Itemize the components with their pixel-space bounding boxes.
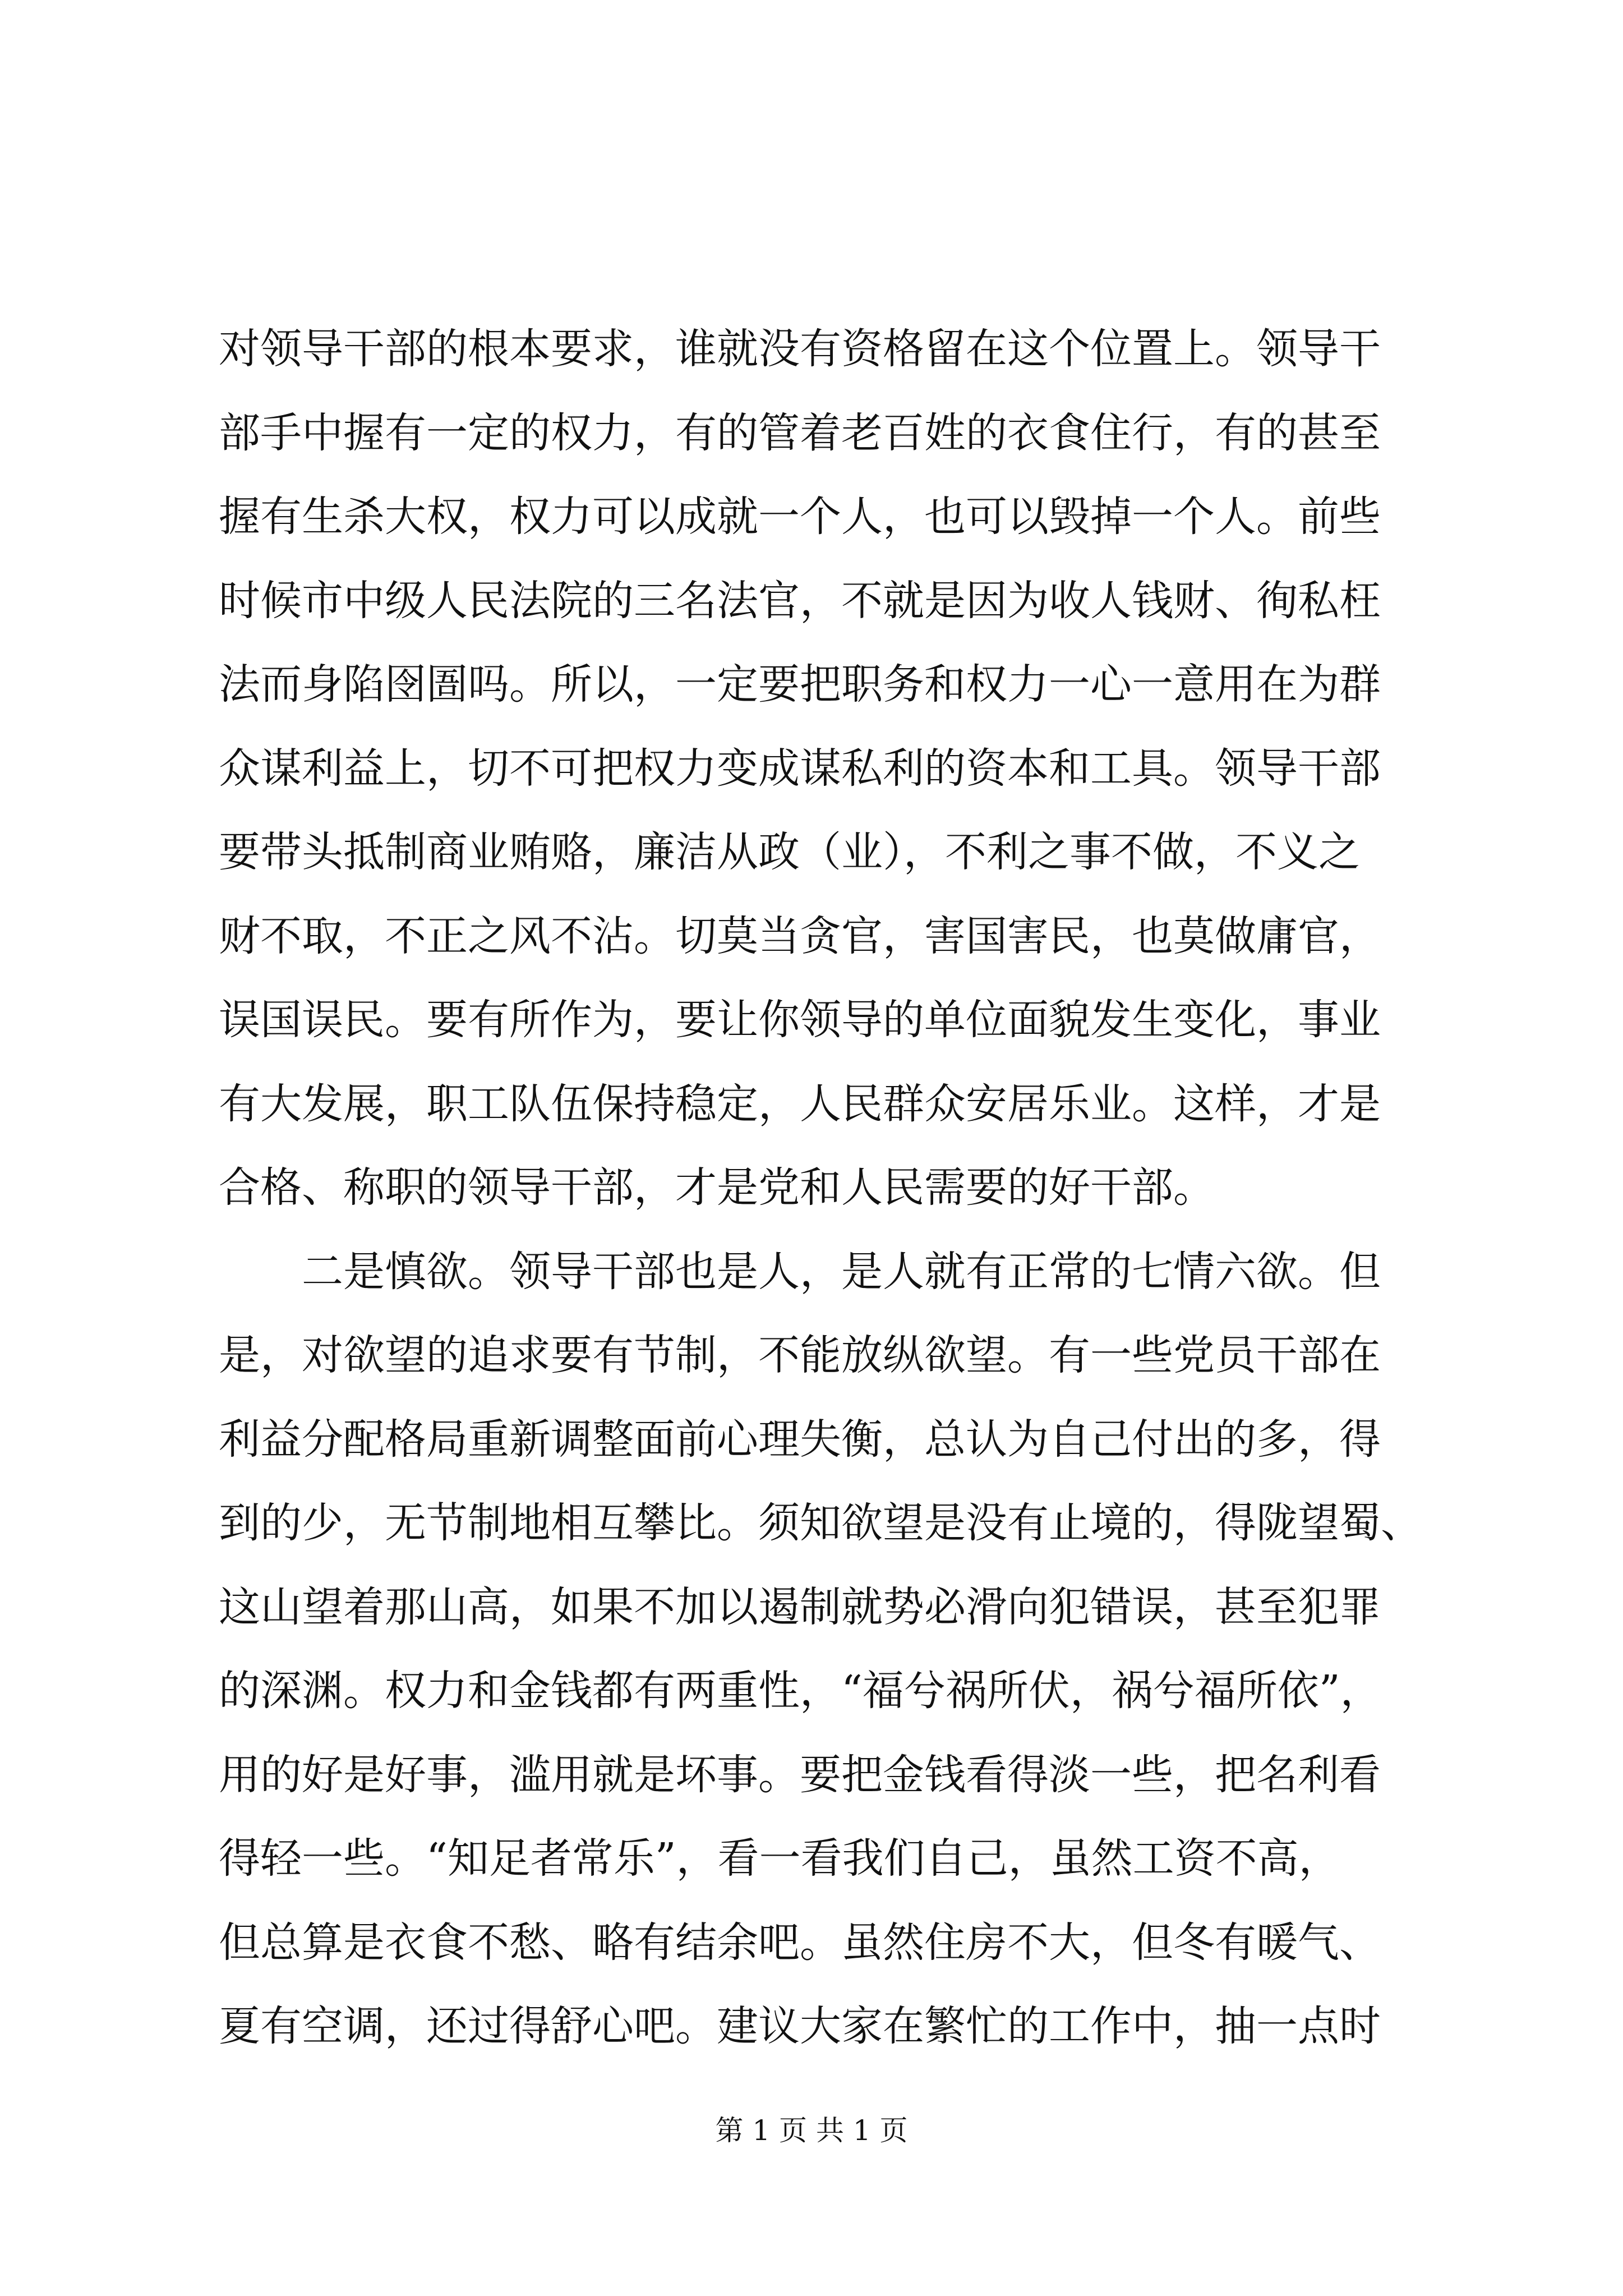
text-line-21: 夏有空调，还过得舒心吧。建议大家在繁忙的工作中，抽一点时 <box>219 2002 1381 2050</box>
body-text <box>219 307 1424 2069</box>
text-line-20: 但总算是衣食不愁、略有结余吧。虽然住房不大，但冬有暖气、 <box>219 1918 1381 1967</box>
text-line-10: 有大发展，职工队伍保持稳定，人民群众安居乐业。这样，才是 <box>219 1079 1381 1128</box>
text-line-7: 要带头抵制商业贿赂，廉洁从政（业），不利之事不做，不义之 <box>219 828 1360 876</box>
text-line-18: 用的好是好事，滥用就是坏事。要把金钱看得淡一些，把名利看 <box>219 1750 1381 1799</box>
text-line-15: 到的少，无节制地相互攀比。须知欲望是没有止境的，得陇望蜀、 <box>219 1499 1422 1547</box>
text-line-1: 对领导干部的根本要求，谁就没有资格留在这个位置上。领导干 <box>219 325 1381 373</box>
text-line-3: 握有生杀大权，权力可以成就一个人，也可以毁掉一个人。前些 <box>219 493 1381 541</box>
text-line-9: 误国误民。要有所作为，要让你领导的单位面貌发生变化，事业 <box>219 996 1381 1044</box>
text-line-17: 的深渊。权力和金钱都有两重性，“福兮祸所伏，祸兮福所依”， <box>219 1667 1382 1715</box>
text-line-4: 时候市中级人民法院的三名法官，不就是因为收人钱财、徇私枉 <box>219 576 1381 625</box>
text-line-16: 这山望着那山高，如果不加以遏制就势必滑向犯错误，甚至犯罪 <box>219 1582 1381 1631</box>
text-line-13: 是，对欲望的追求要有节制，不能放纵欲望。有一些党员干部在 <box>219 1331 1381 1379</box>
text-line-19: 得轻一些。“知足者常乐”，看一看我们自己，虽然工资不高， <box>219 1834 1340 1883</box>
text-line-5: 法而身陷囹圄吗。所以，一定要把职务和权力一心一意用在为群 <box>219 660 1381 708</box>
text-line-8: 财不取，不正之风不沾。切莫当贪官，害国害民，也莫做庸官， <box>219 912 1381 960</box>
text-line-14: 利益分配格局重新调整面前心理失衡，总认为自己付出的多，得 <box>219 1415 1381 1464</box>
text-line-12: 二是慎欲。领导干部也是人，是人就有正常的七情六欲。但 <box>219 1247 1381 1296</box>
text-line-11: 合格、称职的领导干部，才是党和人民需要的好干部。 <box>219 1163 1215 1212</box>
page-footer <box>0 2108 1623 2148</box>
text-line-2: 部手中握有一定的权力，有的管着老百姓的衣食住行，有的甚至 <box>219 408 1381 457</box>
text-line-6: 众谋利益上，切不可把权力变成谋私利的资本和工具。领导干部 <box>219 744 1381 793</box>
page-number: 第 1 页 共 1 页 <box>715 2114 908 2147</box>
